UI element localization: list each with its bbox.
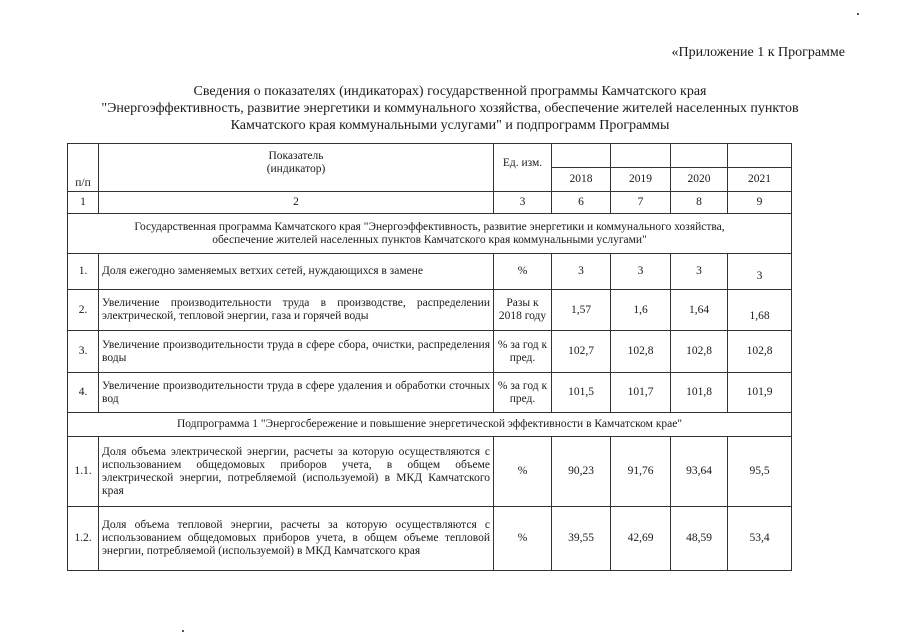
row-value: 95,5 bbox=[728, 437, 792, 507]
header-indicator-line2: (индикатор) bbox=[266, 163, 326, 175]
header-year: 2021 bbox=[728, 168, 792, 192]
row-value: 3 bbox=[552, 254, 611, 290]
column-number: 9 bbox=[728, 192, 792, 214]
header-indicator bbox=[99, 144, 494, 192]
section-program-title: Государственная программа Камчатского края "Энергоэффективность, развитие энергетики и коммунального хозяйства, обеспечение жителей населенных пунктов Камчатского края коммунальными услугами" bbox=[68, 214, 792, 254]
column-number: 6 bbox=[552, 192, 611, 214]
header-blank bbox=[552, 144, 611, 168]
title-line-3: Камчатского края коммунальными услугами" и подпрограмм Программы bbox=[230, 118, 670, 133]
row-value: 91,76 bbox=[611, 437, 671, 507]
document-title bbox=[40, 83, 860, 134]
row-num: 1.2. bbox=[68, 507, 99, 571]
row-value: 3 bbox=[671, 254, 728, 290]
row-unit: % за год к пред. bbox=[494, 373, 552, 413]
row-value: 1,57 bbox=[552, 290, 611, 331]
header-year: 2020 bbox=[671, 168, 728, 192]
row-value: 93,64 bbox=[671, 437, 728, 507]
header-blank bbox=[728, 144, 792, 168]
row-value: 42,69 bbox=[611, 507, 671, 571]
header-num: п/п bbox=[68, 144, 99, 192]
row-unit: % bbox=[494, 437, 552, 507]
title-line-2: "Энергоэффективность, развитие энергетики и коммунального хозяйства, обеспечение жителей населенных пунктов bbox=[101, 101, 799, 116]
column-number: 1 bbox=[68, 192, 99, 214]
table-header-row bbox=[68, 144, 792, 168]
scan-speck bbox=[857, 13, 859, 15]
row-indicator: Увеличение производительности труда в производстве, распределении электрической, тепловой энергии, газа и горячей воды bbox=[99, 290, 494, 331]
row-value: 101,7 bbox=[611, 373, 671, 413]
row-value: 101,9 bbox=[728, 373, 792, 413]
row-indicator: Доля объема тепловой энергии, расчеты за которую осуществляются с использованием общедомовых приборов учета, в общем объеме тепловой энергии, потребляемой (используемой) в МКД Камчатского края bbox=[99, 507, 494, 571]
header-blank bbox=[671, 144, 728, 168]
row-value: 101,5 bbox=[552, 373, 611, 413]
row-value: 48,59 bbox=[671, 507, 728, 571]
indicators-table bbox=[67, 143, 792, 571]
section-row bbox=[68, 413, 792, 437]
header-indicator-line1: Показатель bbox=[268, 150, 324, 162]
row-value: 53,4 bbox=[728, 507, 792, 571]
section-row bbox=[68, 214, 792, 254]
row-unit: Разы к 2018 году bbox=[494, 290, 552, 331]
row-value: 1,6 bbox=[611, 290, 671, 331]
row-value: 101,8 bbox=[671, 373, 728, 413]
row-value: 90,23 bbox=[552, 437, 611, 507]
row-value: 3 bbox=[611, 254, 671, 290]
table-row bbox=[68, 373, 792, 413]
row-indicator: Увеличение производительности труда в сфере сбора, очистки, распределения воды bbox=[99, 331, 494, 373]
row-unit: % за год к пред. bbox=[494, 331, 552, 373]
row-num: 3. bbox=[68, 331, 99, 373]
section-subprogram-title: Подпрограмма 1 "Энергосбережение и повышение энергетической эффективности в Камчатском крае" bbox=[68, 413, 792, 437]
row-value: 102,8 bbox=[611, 331, 671, 373]
column-number: 2 bbox=[99, 192, 494, 214]
scan-speck bbox=[182, 630, 184, 632]
column-number: 7 bbox=[611, 192, 671, 214]
header-year: 2019 bbox=[611, 168, 671, 192]
row-num: 2. bbox=[68, 290, 99, 331]
row-num: 1.1. bbox=[68, 437, 99, 507]
column-numbers-row bbox=[68, 192, 792, 214]
row-value: 1,64 bbox=[671, 290, 728, 331]
title-line-1: Сведения о показателях (индикаторах) государственной программы Камчатского края bbox=[193, 84, 707, 99]
row-indicator: Увеличение производительности труда в сфере удаления и обработки сточных вод bbox=[99, 373, 494, 413]
appendix-label: «Приложение 1 к Программе bbox=[671, 45, 845, 60]
header-unit: Ед. изм. bbox=[494, 144, 552, 192]
column-number: 8 bbox=[671, 192, 728, 214]
row-value: 102,8 bbox=[671, 331, 728, 373]
table-row bbox=[68, 331, 792, 373]
row-value: 102,7 bbox=[552, 331, 611, 373]
row-indicator: Доля объема электрической энергии, расчеты за которую осуществляются с использованием общедомовых приборов учета, в общем объеме электрической энергии, потребляемой (используемой) в МКД Камчатского края bbox=[99, 437, 494, 507]
row-num: 4. bbox=[68, 373, 99, 413]
header-blank bbox=[611, 144, 671, 168]
row-value: 102,8 bbox=[728, 331, 792, 373]
table-row bbox=[68, 254, 792, 290]
header-year: 2018 bbox=[552, 168, 611, 192]
row-unit: % bbox=[494, 507, 552, 571]
table-row bbox=[68, 290, 792, 331]
row-num: 1. bbox=[68, 254, 99, 290]
row-value: 1,68 bbox=[728, 290, 792, 331]
row-value: 3 bbox=[728, 254, 792, 290]
column-number: 3 bbox=[494, 192, 552, 214]
table-row bbox=[68, 507, 792, 571]
table-row bbox=[68, 437, 792, 507]
row-indicator: Доля ежегодно заменяемых ветхих сетей, нуждающихся в замене bbox=[99, 254, 494, 290]
row-value: 39,55 bbox=[552, 507, 611, 571]
row-unit: % bbox=[494, 254, 552, 290]
